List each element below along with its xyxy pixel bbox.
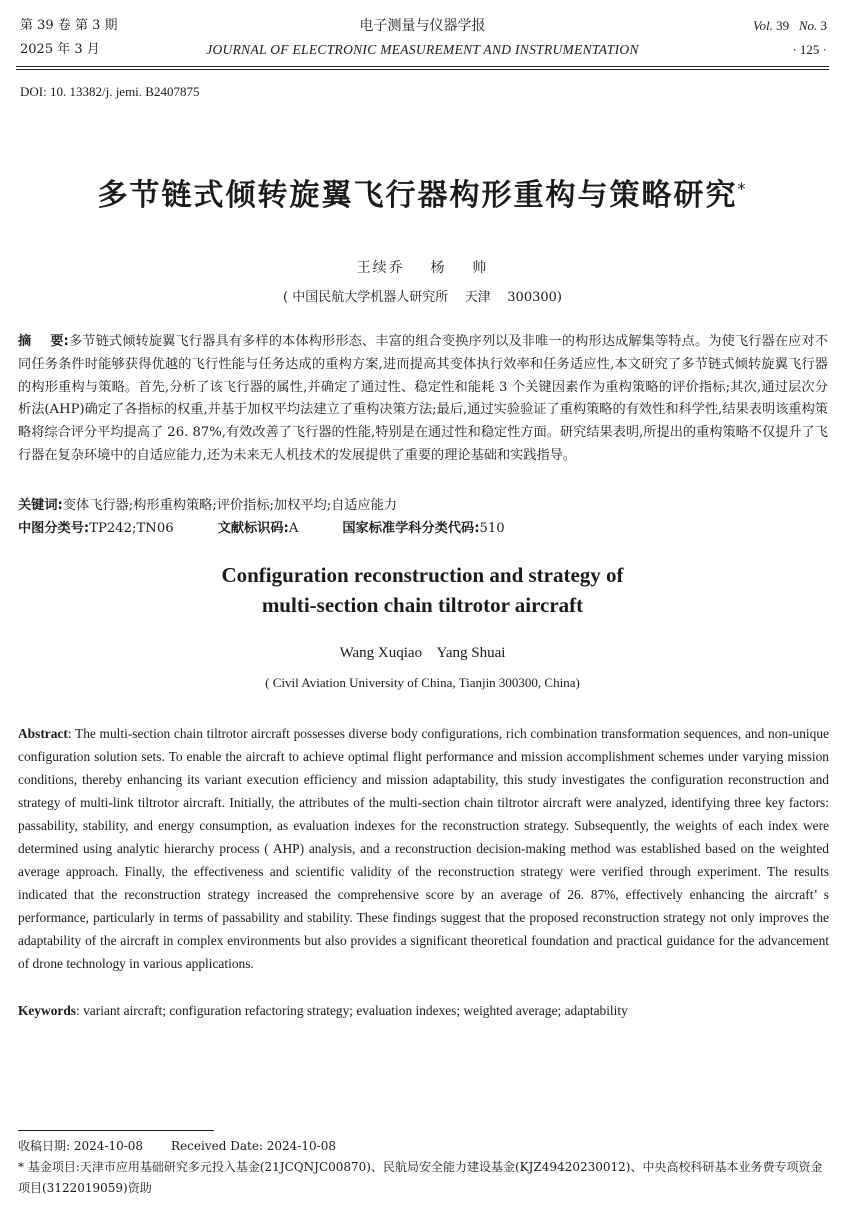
volume-issue-cn: 第 39 卷 第 3 期 — [20, 18, 118, 33]
received-date-cn: 收稿日期: 2024-10-08 — [18, 1139, 144, 1153]
affiliation-en: ( Civil Aviation University of China, Tianjin 300300, China) — [265, 675, 580, 690]
title-cn-text: 多节链式倾转旋翼飞行器构形重构与策略研究 — [97, 178, 738, 213]
keywords-en-text: : variant aircraft; configuration refactoring strategy; evaluation indexes; weighted average; adaptability — [76, 1003, 628, 1018]
page-number: · 125 · — [792, 42, 827, 57]
classification-cn — [18, 518, 828, 540]
date-cn: 2025 年 3 月 — [20, 42, 100, 57]
subject-code-value: 510 — [479, 521, 505, 536]
paper-title-en — [0, 560, 845, 620]
vol-label: Vol. — [752, 18, 773, 33]
keywords-en-label: Keywords — [18, 1003, 77, 1018]
title-en-line1: Configuration reconstruction and strategy of — [221, 563, 624, 587]
header-rule-thin — [16, 69, 829, 70]
journal-title-cn: 电子测量与仪器学报 — [359, 18, 486, 34]
keywords-cn-label: 关键词: — [18, 498, 63, 513]
abstract-en-label: Abstract — [18, 726, 68, 741]
funding-note: * 基金项目:天津市应用基础研究多元投入基金(21JCQNJC00870)、民航局安全能力建设基金(KJZ49420230012)、中央高校科研基本业务费专项资金项目(3122019059)资助 — [18, 1160, 823, 1195]
keywords-en — [18, 1000, 829, 1022]
clc-label: 中图分类号: — [18, 521, 90, 536]
footnote-rule — [18, 1130, 214, 1131]
no-label: No. — [798, 18, 818, 33]
clc-value: TP242;TN06 — [89, 521, 174, 536]
volume-number-en — [753, 14, 827, 38]
header-center — [0, 14, 845, 62]
affiliation-cn: ( 中国民航大学机器人研究所 天津 300300) — [283, 290, 562, 305]
journal-title-en: JOURNAL OF ELECTRONIC MEASUREMENT AND INSTRUMENTATION — [206, 42, 639, 57]
received-date — [18, 1136, 829, 1157]
subject-code-label: 国家标准学科分类代码: — [342, 521, 480, 536]
abstract-en — [18, 722, 829, 975]
abstract-cn-label: 摘 要: — [18, 334, 69, 349]
abstract-cn-text: 多节链式倾转旋翼飞行器具有多样的本体构形形态、丰富的组合变换序列以及非唯一的构形达成解集等特点。为使飞行器在应对不同任务条件时能够获得优越的飞行性能与任务达成的重构方案,进而提高其变体执行效率和任务适应性,本文研究了多节链式倾转旋翼飞行器的构形重构与策略。首先,分析了该飞行器的属性,并确定了通过性、稳定性和能耗 3 个关键因素作为重构策略的评价指标;其次,通过层次分析法(AHP)确定了各指标的权重,并基于加权平均法建立了重构决策方法;最后,通过实验验证了重构策略的有效性和科学性,结果表明该重构策略将综合评分平均提高了 26. 87%,有效改善了飞行器的性能,特别是在通过性和稳定性方面。研究结果表明,所提出的重构策略不仅提升了飞行器在复杂环境中的自适应能力,还为未来无人机技术的发展提供了重要的理论基础和实践指导。 — [18, 334, 829, 463]
doc-code-value: A — [288, 521, 299, 536]
title-en-line2: multi-section chain tiltrotor aircraft — [261, 593, 584, 617]
title-footnote-mark: * — [737, 179, 748, 198]
doi: DOI: 10. 13382/j. jemi. B2407875 — [20, 84, 200, 99]
abstract-en-text: : The multi-section chain tiltrotor aircraft possesses diverse body configurations, rich combination transformation sequences, and non-unique configuration solution sets. To enable the aircraft to achieve optimal flight performance and mission accomplishment schemes under varying mission conditions, thereby enhancing its variant execution efficiency and mission adaptability, this study investigates the configuration reconstruction and strategy of multi-link tiltrotor aircraft. Initially, the attributes of the multi-section chain tiltrotor aircraft were analyzed, identifying three key factors: passability, stability, and energy consumption, as evaluation indexes for the reconstruction strategy. Subsequently, the weights of each index were determined using analytic hierarchy process ( AHP) analysis, and a reconstruction decision-making method was established based on the weighted average approach. Finally, the effectiveness and scientific validity of the reconstruction strategy were verified through experiment. The results indicated that the reconstruction strategy increased the comprehensive score by an average of 26. 87%, effectively enhancing the aircraft’ s performance, particularly in terms of passability and stability. These findings suggest that the proposed reconstruction strategy not only improves the adaptability of the aircraft in complex environments but also provides a significant theoretical foundation and practical guidance for the advancement of drone technology in various applications. — [18, 726, 829, 971]
keywords-cn-text: 变体飞行器;构形重构策略;评价指标;加权平均;自适应能力 — [62, 498, 398, 513]
header-rule-thick — [16, 66, 829, 67]
paper-title-cn — [0, 170, 845, 214]
header-right — [753, 14, 827, 62]
authors-cn: 王续乔 杨 帅 — [356, 260, 489, 276]
vol-num: 39 — [776, 18, 790, 33]
keywords-cn — [18, 495, 828, 517]
no-num: 3 — [820, 18, 827, 33]
authors-en: Wang Xuqiao Yang Shuai — [339, 645, 506, 661]
received-date-en: Received Date: 2024-10-08 — [171, 1139, 336, 1153]
doc-code-label: 文献标识码: — [217, 521, 289, 536]
abstract-cn — [18, 331, 828, 468]
